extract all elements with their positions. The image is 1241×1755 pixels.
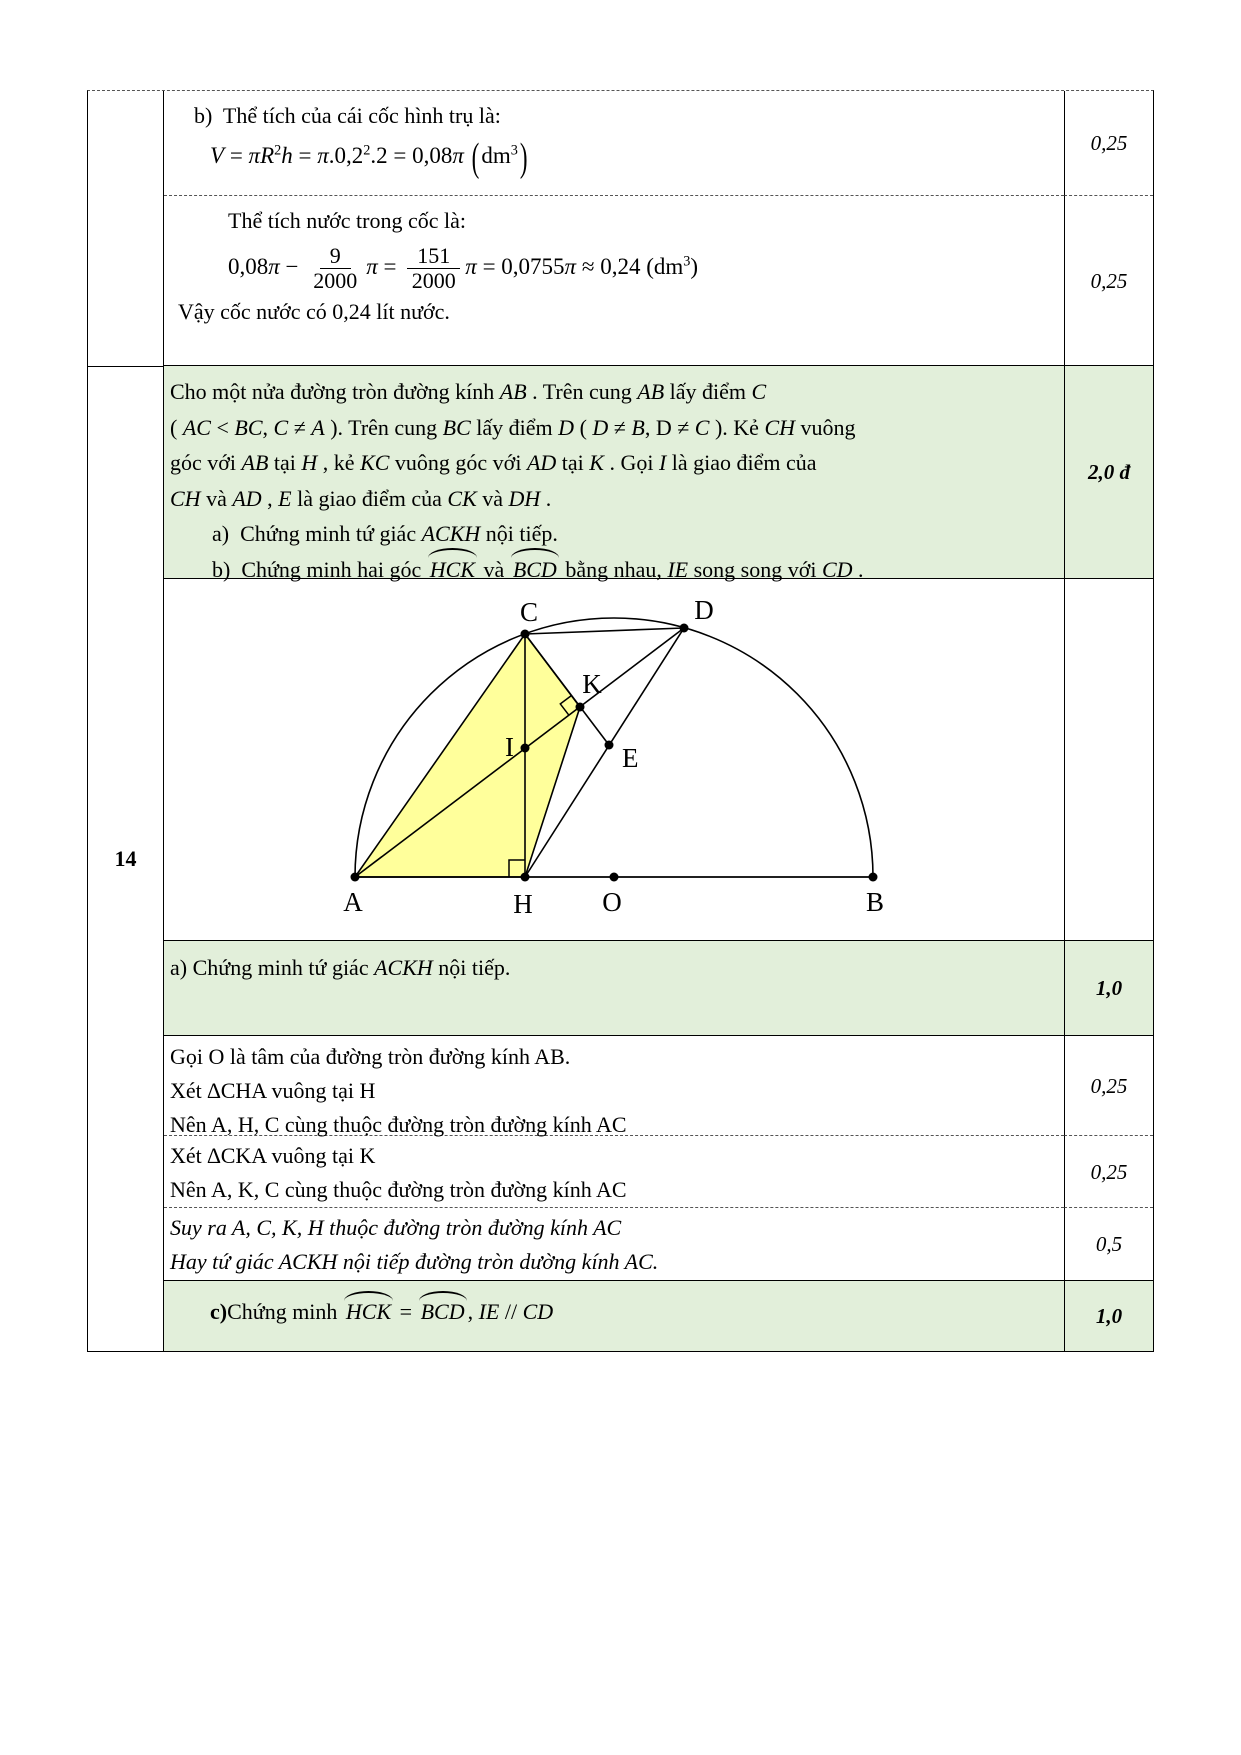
proof-1-line-2: Xét ∆CHA vuông tại H	[170, 1078, 376, 1103]
statement-line-2: ( AC < BC, C ≠ A ). Trên cung BC lấy điểm D ( D ≠ B, D ≠ C ). Kẻ CH vuông	[170, 414, 856, 440]
row-b-title: b) Thể tích của cái cốc hình trụ là:	[194, 103, 501, 128]
score-row-b: 0,25	[1064, 91, 1153, 196]
question-number: 14	[114, 846, 137, 871]
point-label-a: A	[343, 887, 363, 917]
point-k	[576, 703, 585, 712]
point-o	[610, 873, 619, 882]
point-label-e: E	[622, 743, 639, 773]
row-part-c-line: c)Chứng minh HCK = BCD , IE // CD	[210, 1295, 1064, 1329]
score-row-water: 0,25	[1064, 196, 1153, 366]
proof-3-line-2: Hay tứ giác ACKH nội tiếp đường tròn dường kính AC.	[170, 1249, 659, 1274]
question-number-cell	[88, 366, 164, 1351]
point-b	[869, 873, 878, 882]
statement-line-a: a) Chứng minh tứ giác ACKH nội tiếp.	[212, 521, 558, 546]
question-table	[87, 90, 1154, 1352]
question-number-cell-top	[88, 91, 164, 366]
row-b-formula: $V = \pi R^2h = \pi.0,2^2.2 = 0,08\pi$ $(dm^3)$	[210, 135, 528, 179]
row-part-a-line: a) Chứng minh tứ giác ACKH nội tiếp.	[170, 955, 511, 980]
statement-line-3: góc với AB tại H , kẻ KC vuông góc với AD tại K . Gọi I là giao điểm của	[170, 450, 817, 475]
figure-svg	[164, 579, 1064, 941]
yellow-quad-ACKH	[355, 634, 580, 877]
point-h	[521, 873, 530, 882]
point-label-b: B	[865, 887, 885, 917]
proof-1-line-1: Gọi O là tâm của đường tròn đường kính AB.	[170, 1044, 571, 1069]
row-proof-2	[164, 1136, 1064, 1208]
point-c	[521, 630, 530, 639]
proof-2-line-1: Xét ∆CKA vuông tại K	[170, 1143, 376, 1168]
score-statement: 2,0 đ	[1064, 366, 1153, 579]
row-water-volume	[164, 196, 1064, 366]
point-i	[521, 744, 530, 753]
point-a	[351, 873, 360, 882]
proof-3-line-1: Suy ra A, C, K, H thuộc đường tròn đường kính AC	[170, 1215, 622, 1240]
statement-line-b: b) Chứng minh hai góc HCK và BCD bằng nhau, IE song song với CD .	[212, 552, 1056, 588]
row-water-note: Vậy cốc nước có 0,24 lít nước.	[178, 299, 450, 325]
statement-line-1: Cho một nửa đường tròn đường kính AB . Trên cung AB lấy điểm C	[170, 379, 767, 404]
row-part-a	[164, 941, 1064, 1036]
score-proof-1: 0,25	[1064, 1036, 1153, 1136]
point-label-k: K	[582, 669, 602, 699]
statement-line-4: CH và AD , E là giao điểm của CK và DH .	[170, 485, 552, 511]
point-d	[680, 624, 689, 633]
score-part-c: 1,0	[1064, 1281, 1153, 1351]
score-part-a: 1,0	[1064, 941, 1153, 1036]
score-figure-empty	[1064, 579, 1153, 941]
row-proof-3	[164, 1208, 1064, 1281]
row-proof-1	[164, 1036, 1064, 1136]
row-water-formula: 0,08π − $\frac{9}{2000}$ π = $\frac{151}{2000}$ π = 0,0755π ≈ 0,24 $(dm^3)$	[228, 243, 699, 294]
point-e	[605, 741, 614, 750]
geometry-figure	[164, 579, 1064, 941]
row-b-volume	[164, 91, 1064, 196]
segment-CD	[525, 628, 684, 634]
score-proof-3: 0,5	[1064, 1208, 1153, 1281]
point-label-h: H	[513, 889, 533, 919]
point-label-c: C	[519, 597, 539, 627]
row-water-title: Thể tích nước trong cốc là:	[228, 208, 466, 233]
point-label-o: O	[602, 887, 622, 917]
score-proof-2: 0,25	[1064, 1136, 1153, 1208]
problem-statement	[164, 366, 1064, 582]
row-part-c	[164, 1281, 1064, 1351]
proof-2-line-2: Nên A, K, C cùng thuộc đường tròn đường kính AC	[170, 1177, 627, 1202]
proof-1-line-3: Nên A, H, C cùng thuộc đường tròn đường kính AC	[170, 1112, 627, 1137]
point-label-d: D	[694, 595, 714, 625]
point-label-i: I	[505, 732, 514, 762]
